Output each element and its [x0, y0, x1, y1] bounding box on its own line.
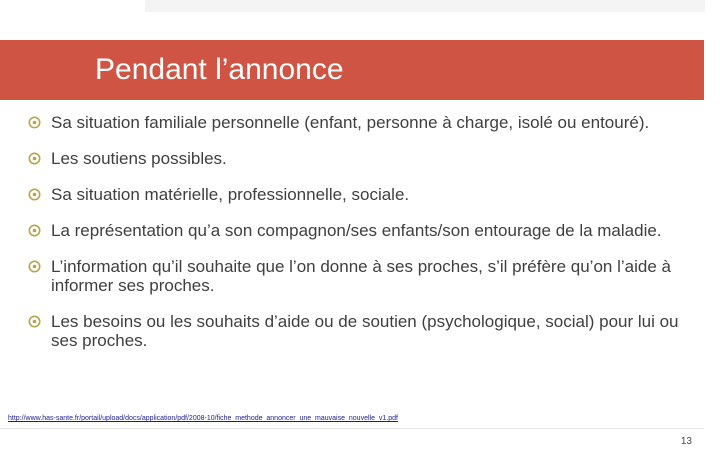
source-link[interactable]: http://www.has-sante.fr/portail/upload/docs/application/pdf/2008-10/fiche_methode_annoncer_une_mauvaise_nouvelle_v1.pdf: [8, 415, 398, 422]
bullet-item: [28, 312, 698, 350]
target-bullet-icon: [28, 116, 41, 129]
bullet-text: Les soutiens possibles.: [51, 149, 227, 168]
page-number: 13: [680, 436, 692, 447]
bullet-text: L’information qu’il souhaite que l’on donne à ses proches, s’il préfère qu’on l’aide à informer ses proches.: [51, 257, 671, 295]
top-decorative-strip: [145, 0, 705, 12]
slide-title: Pendant l’annonce: [95, 53, 344, 86]
target-bullet-icon: [28, 260, 41, 273]
target-bullet-icon: [28, 315, 41, 328]
bullet-text: Les besoins ou les souhaits d’aide ou de soutien (psychologique, social) pour lui ou ses proches.: [51, 312, 679, 350]
bullet-list: [28, 113, 698, 367]
bullet-text: La représentation qu’a son compagnon/ses enfants/son entourage de la maladie.: [51, 221, 662, 240]
bullet-text: Sa situation familiale personnelle (enfant, personne à charge, isolé ou entouré).: [51, 113, 650, 132]
bullet-text: Sa situation matérielle, professionnelle, sociale.: [51, 185, 410, 204]
bullet-item: [28, 113, 698, 132]
target-bullet-icon: [28, 152, 41, 165]
target-bullet-icon: [28, 224, 41, 237]
bullet-item: [28, 221, 698, 240]
target-bullet-icon: [28, 188, 41, 201]
footer-divider: [0, 428, 704, 429]
bullet-item: [28, 185, 698, 204]
bullet-item: [28, 257, 698, 295]
bullet-item: [28, 149, 698, 168]
